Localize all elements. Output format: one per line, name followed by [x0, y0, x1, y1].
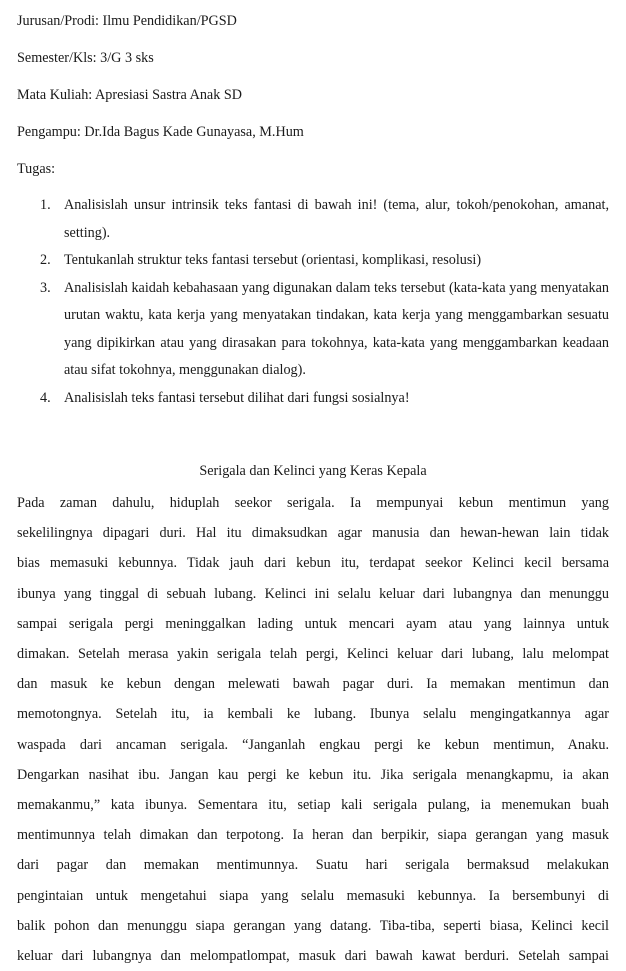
- story-line: memakanmu,” kata ibunya. Sementara itu, setiap kali serigala pulang, ia menemukan buah: [17, 797, 610, 814]
- story-line: Pada zaman dahulu, hiduplah seekor serigala. Ia mempunyai kebun mentimun yang: [17, 495, 609, 511]
- story-line: Dengarkan nasihat ibu. Jangan kau pergi ke kebun itu. Jika serigala menangkapmu, ia akan: [17, 766, 610, 783]
- story-line: pengintaian untuk mengetahui siapa yang selalu memasuki kebunnya. Ia bersembunyi di: [17, 887, 610, 904]
- story-line: ibunya yang tinggal di sebuah lubang. Kelinci ini selalu keluar dari lubangnya dan menunggu: [17, 585, 609, 602]
- task-text: Analisislah unsur intrinsik teks fantasi di bawah ini! (tema, alur, tokoh/penokohan, amanat, setting).: [64, 197, 609, 241]
- task-text: Analisislah teks fantasi tersebut dilihat dari fungsi sosialnya!: [64, 389, 410, 406]
- mata-kuliah-line: Mata Kuliah: Apresiasi Sastra Anak SD: [17, 87, 242, 103]
- task-list: [17, 192, 609, 412]
- pengampu-line: Pengampu: Dr.Ida Bagus Kade Gunayasa, M.Hum: [17, 124, 304, 140]
- semester-line: Semester/Kls: 3/G 3 sks: [17, 50, 154, 66]
- task-number: 3.: [40, 279, 51, 296]
- task-number: 1.: [40, 197, 51, 213]
- story-line: keluar dari lubangnya dan melompatlompat, masuk dari bawah kawat berduri. Setelah sampai: [17, 948, 609, 965]
- story-line: sampai serigala pergi meninggalkan lading untuk mencari ayam atau yang lainnya untuk: [17, 615, 610, 632]
- story-title: Serigala dan Kelinci yang Keras Kepala: [199, 463, 427, 479]
- jurusan-line: Jurusan/Prodi: Ilmu Pendidikan/PGSD: [17, 13, 237, 29]
- task-number: 2.: [40, 252, 51, 268]
- story-line: bias memasuki kebunnya. Tidak jauh dari kebun itu, terdapat seekor Kelinci kecil bersama: [17, 555, 610, 572]
- story-body: [17, 488, 609, 971]
- story-line: dari pagar dan memakan mentimunnya. Suatu hari serigala bermaksud melakukan: [17, 857, 610, 874]
- task-item: [17, 385, 609, 413]
- story-line: waspada dari ancaman serigala. “Janganlah engkau pergi ke kebun mentimun, Anaku.: [17, 736, 609, 753]
- story-line: dimakan. Setelah merasa yakin serigala telah pergi, Kelinci keluar dari lubang, lalu melompat: [17, 646, 609, 663]
- task-item: [17, 247, 609, 275]
- task-text: Analisislah kaidah kebahasaan yang digunakan dalam teks tersebut (kata-kata yang menyatakan urutan waktu, kata kerja yang menyatakan tindakan, kata kerja yang menggambarkan sesuatu yang dipikirkan atau yang dirasakan para tokohnya, kata-kata yang menggambarkan keadaan atau sifat tokohnya, menggunakan dialog).: [64, 279, 609, 378]
- task-text: Tentukanlah struktur teks fantasi tersebut (orientasi, komplikasi, resolusi): [64, 252, 482, 268]
- story-line: mentimunnya telah dimakan dan terpotong. Ia heran dan berpikir, siapa gerangan yang masuk: [17, 827, 609, 844]
- story-line: dan masuk ke kebun dengan melewati bawah pagar duri. Ia memakan mentimun dan: [17, 676, 609, 693]
- task-item: [17, 275, 609, 385]
- tugas-label: Tugas:: [17, 161, 56, 177]
- story-line: memotongnya. Setelah itu, ia kembali ke lubang. Ibunya selalu mengingatkannya agar: [17, 706, 609, 723]
- task-item: [17, 192, 609, 247]
- task-number: 4.: [40, 389, 51, 406]
- story-line: sekelilingnya dipagari duri. Hal itu dimaksudkan agar manusia dan hewan-hewan lain tidak: [17, 525, 609, 542]
- story-line: balik pohon dan menunggu siapa gerangan yang datang. Tiba-tiba, seperti biasa, Kelinci kecil: [17, 917, 609, 934]
